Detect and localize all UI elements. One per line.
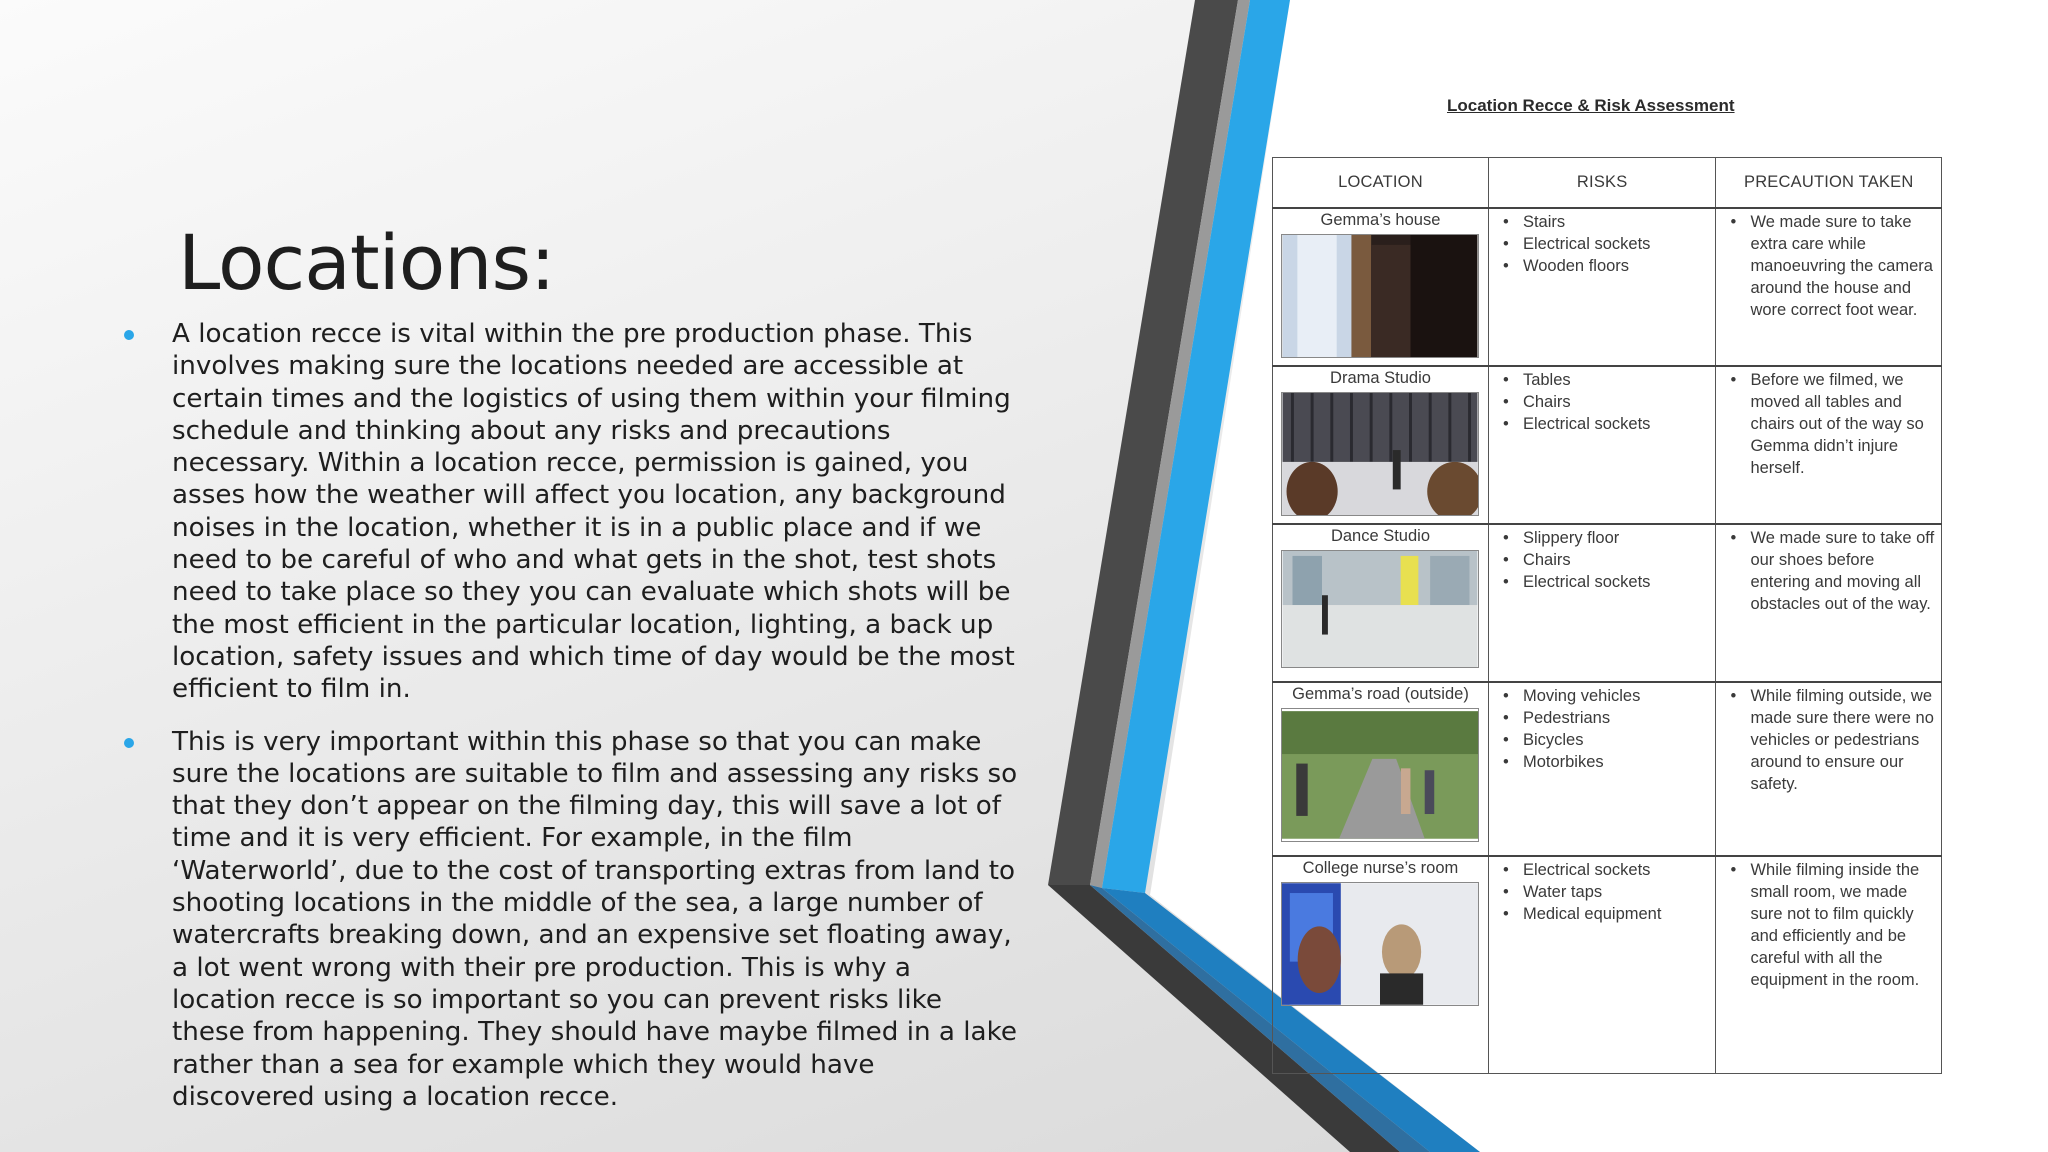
bullet-text: This is very important within this phase so that you can make sure the locations are suitable to film and assessing any risks so that they don’t appear on the filming day, this will save a lot of time and it is very efficient. For example, in the film ‘Waterworld’, due to the cost of transporting extras from land to shooting locations in the middle of the sea, a large number of watercrafts breaking down, and an expensive set floating away, a lot went wrong with their pre production. This is why a location recce is so important so you can prevent risks like these from happening. They should have maybe filmed in a lake rather than a sea for example which they would have discovered using a location recce. — [172, 726, 1018, 1112]
risk-item: • Bicycles — [1495, 729, 1709, 751]
bullet-dot-icon — [124, 330, 134, 340]
location-name: Drama Studio — [1330, 368, 1431, 387]
risks-cell — [1488, 682, 1715, 856]
table-row — [1273, 856, 1942, 1074]
table-row — [1273, 682, 1942, 856]
risk-item: • Pedestrians — [1495, 707, 1709, 729]
precaution-cell — [1716, 682, 1942, 856]
location-cell — [1273, 366, 1489, 524]
header-precaution: PRECAUTION TAKEN — [1716, 158, 1942, 208]
risk-item: • Motorbikes — [1495, 751, 1709, 773]
location-name: College nurse’s room — [1302, 858, 1459, 877]
table-header-row — [1273, 158, 1942, 208]
bullet-item — [120, 726, 1020, 1114]
precaution-item: • We made sure to take extra care while manoeuvring the camera around the house and wore correct foot wear. — [1722, 211, 1935, 321]
risk-table — [1272, 157, 1942, 1074]
precaution-cell — [1716, 208, 1942, 366]
risk-item: • Medical equipment — [1495, 903, 1709, 925]
risks-cell — [1488, 856, 1715, 1074]
location-name: Gemma’s road (outside) — [1292, 684, 1469, 703]
slide-title: Locations: — [178, 218, 555, 307]
risk-item: • Tables — [1495, 369, 1709, 391]
location-photo — [1281, 882, 1479, 1006]
risks-cell — [1488, 366, 1715, 524]
table-row — [1273, 524, 1942, 682]
bullet-list — [120, 318, 1020, 1133]
risk-item: • Slippery floor — [1495, 527, 1709, 549]
bullet-text: A location recce is vital within the pre production phase. This involves making sure the locations needed are accessible at certain times and the logistics of using them within your filming schedule and thinking about any risks and precautions necessary. Within a location recce, permission is gained, you asses how the weather will affect you location, any background noises in the location, whether it is in a public place and if we need to be careful of who and what gets in the shot, test shots need to take place so they you can evaluate which shots will be the most efficient in the particular location, lighting, a back up location, safety issues and which time of day would be the most efficient to film in. — [172, 319, 1015, 705]
location-name: Dance Studio — [1330, 526, 1431, 545]
precaution-cell — [1716, 366, 1942, 524]
bullet-item — [120, 318, 1020, 706]
location-photo — [1281, 708, 1479, 842]
location-photo — [1281, 392, 1479, 516]
precaution-item: • We made sure to take off our shoes before entering and moving all obstacles out of the way. — [1722, 527, 1935, 615]
header-location: LOCATION — [1273, 158, 1489, 208]
table-row — [1273, 366, 1942, 524]
precaution-item: • While filming inside the small room, we made sure not to film quickly and efficiently and be careful with all the equipment in the room. — [1722, 859, 1935, 991]
document-title: Location Recce & Risk Assessment — [1447, 96, 1735, 115]
risk-item: • Chairs — [1495, 549, 1709, 571]
precaution-item: • Before we filmed, we moved all tables and chairs out of the way so Gemma didn’t injure herself. — [1722, 369, 1935, 479]
risk-item: • Water taps — [1495, 881, 1709, 903]
risk-item: • Stairs — [1495, 211, 1709, 233]
risk-item: • Chairs — [1495, 391, 1709, 413]
risk-item: • Electrical sockets — [1495, 233, 1709, 255]
risk-item: • Wooden floors — [1495, 255, 1709, 277]
location-cell — [1273, 208, 1489, 366]
location-photo — [1281, 234, 1479, 358]
location-cell — [1273, 524, 1489, 682]
location-name: Gemma’s house — [1320, 210, 1441, 229]
precaution-item: • While filming outside, we made sure there were no vehicles or pedestrians around to ensure our safety. — [1722, 685, 1935, 795]
location-cell — [1273, 682, 1489, 856]
header-risks: RISKS — [1488, 158, 1715, 208]
precaution-cell — [1716, 856, 1942, 1074]
risks-cell — [1488, 208, 1715, 366]
bullet-dot-icon — [124, 738, 134, 748]
table-row — [1273, 208, 1942, 366]
risks-cell — [1488, 524, 1715, 682]
risk-item: • Electrical sockets — [1495, 571, 1709, 593]
risk-item: • Electrical sockets — [1495, 413, 1709, 435]
location-photo — [1281, 550, 1479, 668]
risk-item: • Electrical sockets — [1495, 859, 1709, 881]
location-cell — [1273, 856, 1489, 1074]
precaution-cell — [1716, 524, 1942, 682]
risk-item: • Moving vehicles — [1495, 685, 1709, 707]
